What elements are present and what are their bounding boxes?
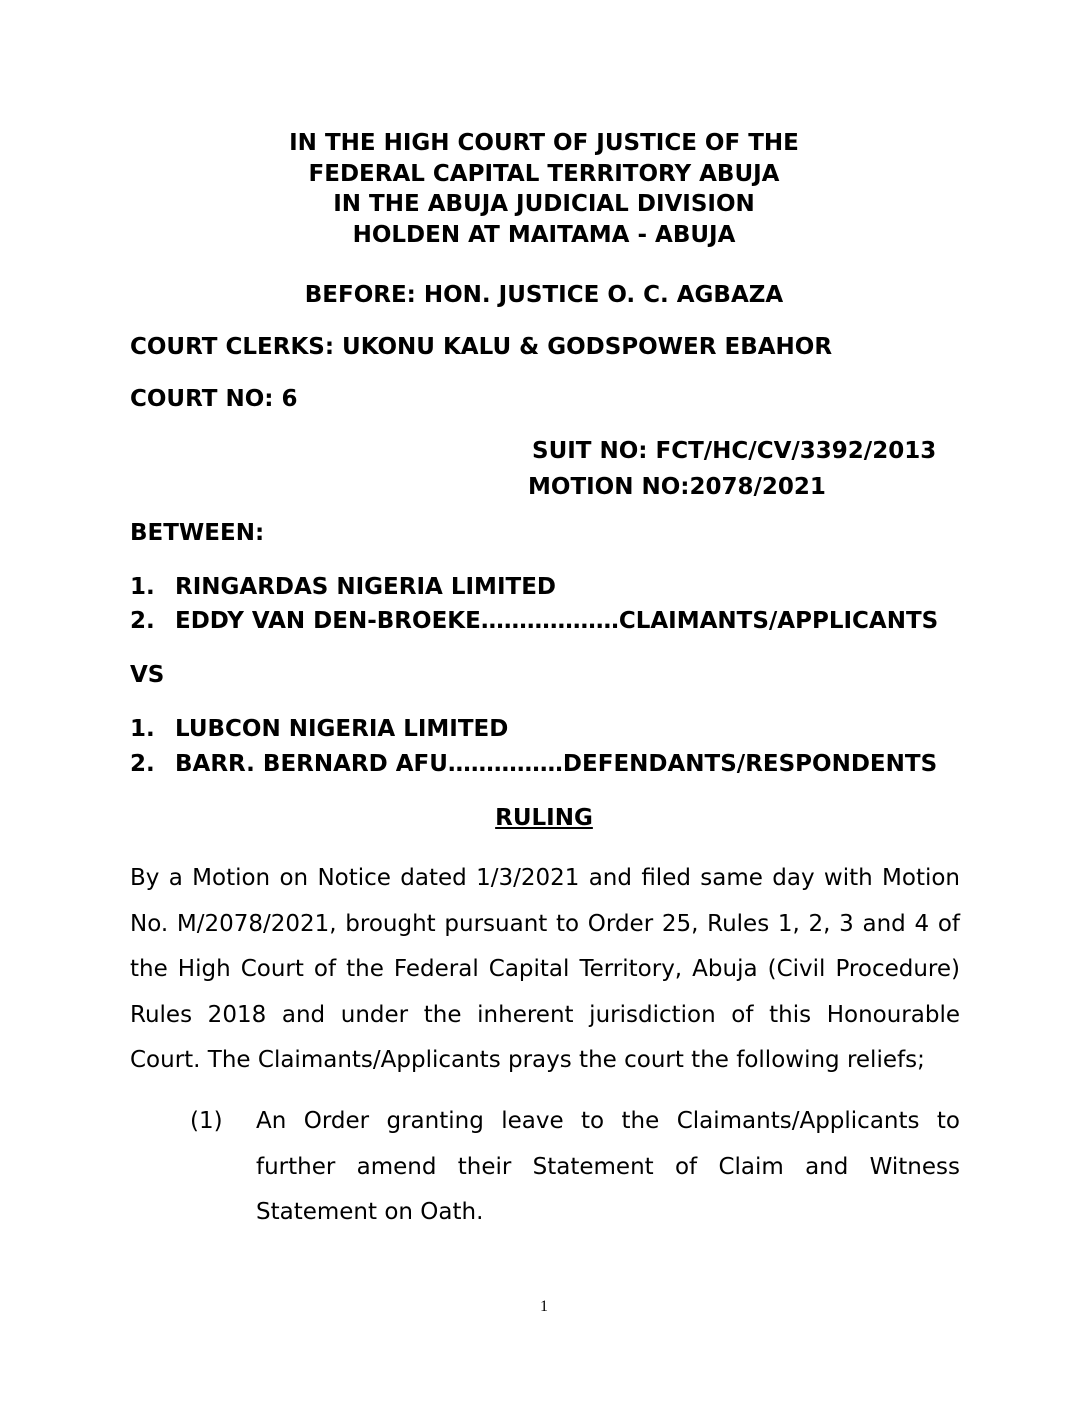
judge-line: BEFORE: HON. JUSTICE O. C. AGBAZA <box>304 282 784 308</box>
relief-1-text: An Order granting leave to the Claimants/Applicants to further amend their Statement of Claim and Witness Statement on Oath. <box>256 1108 960 1225</box>
defendant-2 <box>130 749 937 779</box>
claimant-1 <box>130 572 556 602</box>
claimant-2 <box>130 606 938 636</box>
relief-1-number: (1) <box>190 1108 223 1134</box>
suit-number: SUIT NO: FCT/HC/CV/3392/2013 <box>532 438 937 464</box>
court-number-line: COURT NO: 6 <box>130 386 298 412</box>
court-title-line-2: FEDERAL CAPITAL TERRITORY ABUJA <box>308 160 780 187</box>
versus-label: VS <box>130 662 165 688</box>
court-title-line-3: IN THE ABUJA JUDICIAL DIVISION <box>333 191 755 217</box>
page-number: 1 <box>540 1298 548 1315</box>
between-label: BETWEEN: <box>130 520 265 546</box>
defendant-1-number: 1. <box>130 716 155 742</box>
claimant-1-name: RINGARDAS NIGERIA LIMITED <box>175 574 556 600</box>
court-title-line-4: HOLDEN AT MAITAMA - ABUJA <box>352 221 736 248</box>
ruling-paragraph: By a Motion on Notice dated 1/3/2021 and filed same day with Motion No. M/2078/2021, brought pursuant to Order 25, Rules 1, 2, 3 and 4 of the High Court of the Federal Capital Territory, Abuja (Civil Procedure) Rules 2018 and under the inherent jurisdiction of this Honourable Court. The Claimants/Applicants prays the court the following reliefs; <box>130 865 960 1073</box>
ruling-heading: RULING <box>495 805 593 831</box>
defendant-1-name: LUBCON NIGERIA LIMITED <box>175 716 509 742</box>
defendant-1 <box>130 714 508 744</box>
defendant-2-name: BARR. BERNARD AFU……………DEFENDANTS/RESPONDENTS <box>175 751 938 777</box>
claimant-2-name: EDDY VAN DEN-BROEKE………………CLAIMANTS/APPLICANTS <box>175 608 939 634</box>
relief-item-1 <box>190 1099 960 1236</box>
claimant-2-number: 2. <box>130 608 155 634</box>
court-title <box>0 128 1088 250</box>
defendant-2-number: 2. <box>130 751 155 777</box>
motion-number: MOTION NO:2078/2021 <box>528 474 826 500</box>
court-clerks-line: COURT CLERKS: UKONU KALU & GODSPOWER EBAHOR <box>130 334 833 360</box>
claimant-1-number: 1. <box>130 574 155 600</box>
court-title-line-1: IN THE HIGH COURT OF JUSTICE OF THE <box>289 130 799 156</box>
